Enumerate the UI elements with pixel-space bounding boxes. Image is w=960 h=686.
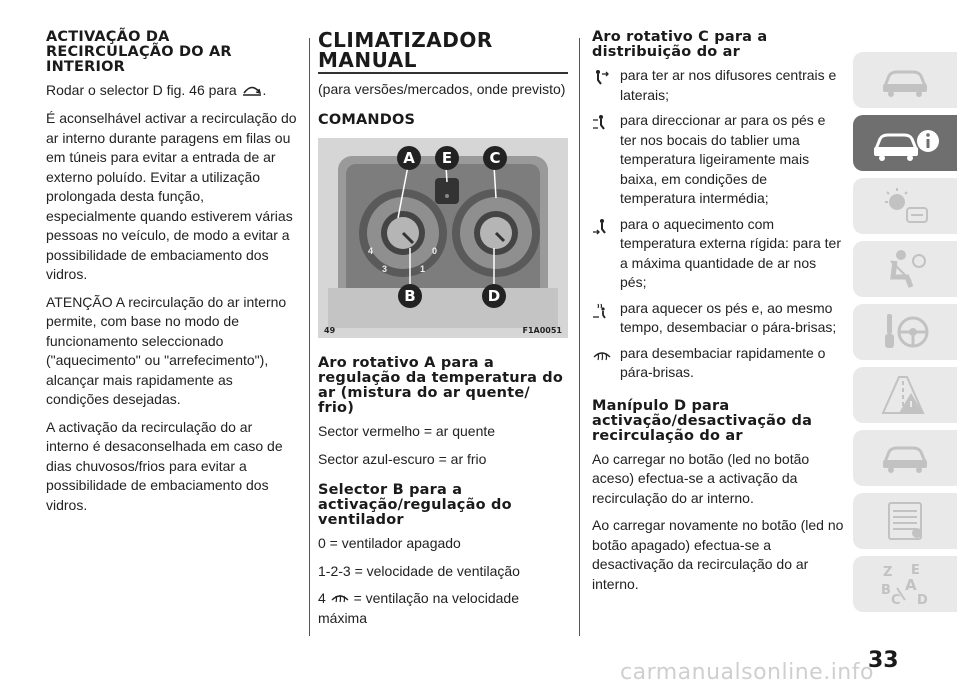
tab-specifications[interactable]	[853, 493, 957, 549]
paragraph-rain-warning: A activação da recirculação do ar interno é desaconselhada em caso de dias chuvosos/frios para evitar a possibilidade de embaciamento dos vidros.	[46, 418, 283, 513]
watermark[interactable]: carmanualsonline.info	[620, 660, 874, 685]
warning-lights-icon	[877, 186, 933, 226]
svg-text:E: E	[911, 563, 920, 578]
air-face-icon	[592, 66, 620, 92]
title-underline	[318, 72, 568, 74]
fan-speed-1: 1	[420, 264, 426, 274]
tab-emergency[interactable]	[853, 367, 957, 423]
tab-dashboard[interactable]	[853, 52, 957, 108]
seat-airbag-icon	[877, 247, 933, 291]
figure-number: 49	[324, 326, 336, 335]
air-feet-defrost-icon	[592, 299, 620, 325]
distribution-item: para aquecer os pés e, ao mesmo tempo, desembaciar o pára-brisas;	[592, 299, 844, 338]
column-2	[318, 30, 568, 637]
callout-A: A	[397, 146, 421, 170]
paragraph-advice: É aconselhável activar a recirculação do ar interno durante paragens em filas ou em túneis para evitar a entrada de ar externo poluído. Evitar a utilização prolongada desta função, especialmente quando estiverem várias pessoas no veículo, de modo a evitar a possibilidade de embaciamento dos vidros.	[46, 110, 297, 283]
fan-max: 4 = ventilação na velocidade máxima	[318, 590, 519, 627]
specs-list-icon	[877, 499, 933, 543]
knob-D-deactivate: Ao carregar novamente no botão (led no botão apagado) efectua-se a desactivação da recirculação do ar interno.	[592, 517, 844, 592]
paragraph-rotate-selector: Rodar o selector D fig. 46 para .	[46, 81, 298, 101]
defrost-icon	[592, 344, 620, 368]
car-dashboard-icon	[877, 62, 933, 98]
column-divider-1	[309, 38, 310, 636]
alphabetical-index-icon	[875, 560, 935, 608]
climate-control-figure	[318, 138, 568, 338]
fan-speeds: 1-2-3 = velocidade de ventilação	[318, 562, 520, 579]
svg-text:B: B	[881, 583, 891, 598]
column-3	[592, 30, 844, 602]
column-divider-2	[579, 38, 580, 636]
callout-D: D	[482, 284, 506, 308]
steering-wheel-icon	[877, 310, 933, 354]
svg-text:D: D	[917, 593, 928, 608]
tab-index[interactable]	[853, 556, 957, 612]
tab-maintenance[interactable]	[853, 430, 957, 486]
section-title-recirculation: ACTIVAÇÃO DA RECIRCULAÇÃO DO AR INTERIOR	[46, 29, 232, 75]
tab-car-info[interactable]	[853, 115, 957, 171]
knob-D-activate: Ao carregar no botão (led no botão aceso) efectua-se a activação da recirculação do ar interno.	[592, 450, 810, 506]
svg-text:Z: Z	[883, 565, 893, 580]
distribution-item: para ter ar nos difusores centrais e laterais;	[592, 66, 844, 105]
chapter-sidebar	[853, 52, 957, 619]
tab-warning-lights[interactable]	[853, 178, 957, 234]
tab-safety[interactable]	[853, 241, 957, 297]
recirculation-icon	[241, 82, 263, 102]
heading-knob-D: Manípulo D para activação/desactivação da recirculação do ar	[592, 397, 813, 444]
fan-speed-4: 4	[368, 246, 374, 256]
air-feet-icon	[592, 215, 620, 241]
heading-ring-C: Aro rotativo C para a distribuição do ar	[592, 29, 768, 60]
heading-selector-B: Selector B para a activação/regulação do ventilador	[318, 482, 512, 528]
callout-C: C	[483, 146, 507, 170]
ring-A-blue: Sector azul-escuro = ar frio	[318, 450, 487, 467]
svg-text:C: C	[891, 593, 901, 608]
road-warning-icon	[877, 373, 933, 417]
fan-off: 0 = ventilador apagado	[318, 535, 461, 551]
callout-B: B	[398, 284, 422, 308]
ring-A-red: Sector vermelho = ar quente	[318, 423, 496, 439]
heading-ring-A: Aro rotativo A para a regulação da temperatura do ar (mistura do ar quente/ frio)	[318, 355, 564, 416]
air-face-feet-icon	[592, 111, 620, 137]
fan-speed-0: 0	[432, 246, 438, 256]
tab-driving[interactable]	[853, 304, 957, 360]
distribution-item: para o aquecimento com temperatura externa rígida: para ter a máxima quantidade de ar nos pés;	[592, 215, 844, 293]
defrost-icon	[330, 590, 350, 610]
callout-E: E	[435, 146, 459, 170]
subtitle-versions: (para versões/mercados, onde previsto)	[318, 80, 566, 97]
section-title-climatizador: CLIMATIZADOR MANUAL	[318, 28, 493, 72]
paragraph-attention: ATENÇÃO A recirculação do ar interno permite, com base no modo de funcionamento seleccionado ("aquecimento" ou "arrefecimento"), alcançar mais rapidamente as condições desejadas.	[46, 293, 287, 408]
heading-comandos: COMANDOS	[318, 112, 416, 128]
distribution-item: para direccionar ar para os pés e ter nos bocais do tablier uma temperatura ligeiramente mais baixa, em condições de temperatura intermédia;	[592, 111, 844, 209]
car-info-icon	[870, 123, 940, 163]
distribution-item: para desembaciar rapidamente o pára-brisas.	[592, 344, 844, 383]
svg-text:A: A	[905, 576, 917, 594]
fan-speed-3: 3	[382, 264, 388, 274]
page-number: 33	[868, 648, 899, 673]
column-1	[46, 30, 298, 523]
figure-code: F1A0051	[522, 326, 562, 335]
car-service-icon	[877, 438, 933, 478]
